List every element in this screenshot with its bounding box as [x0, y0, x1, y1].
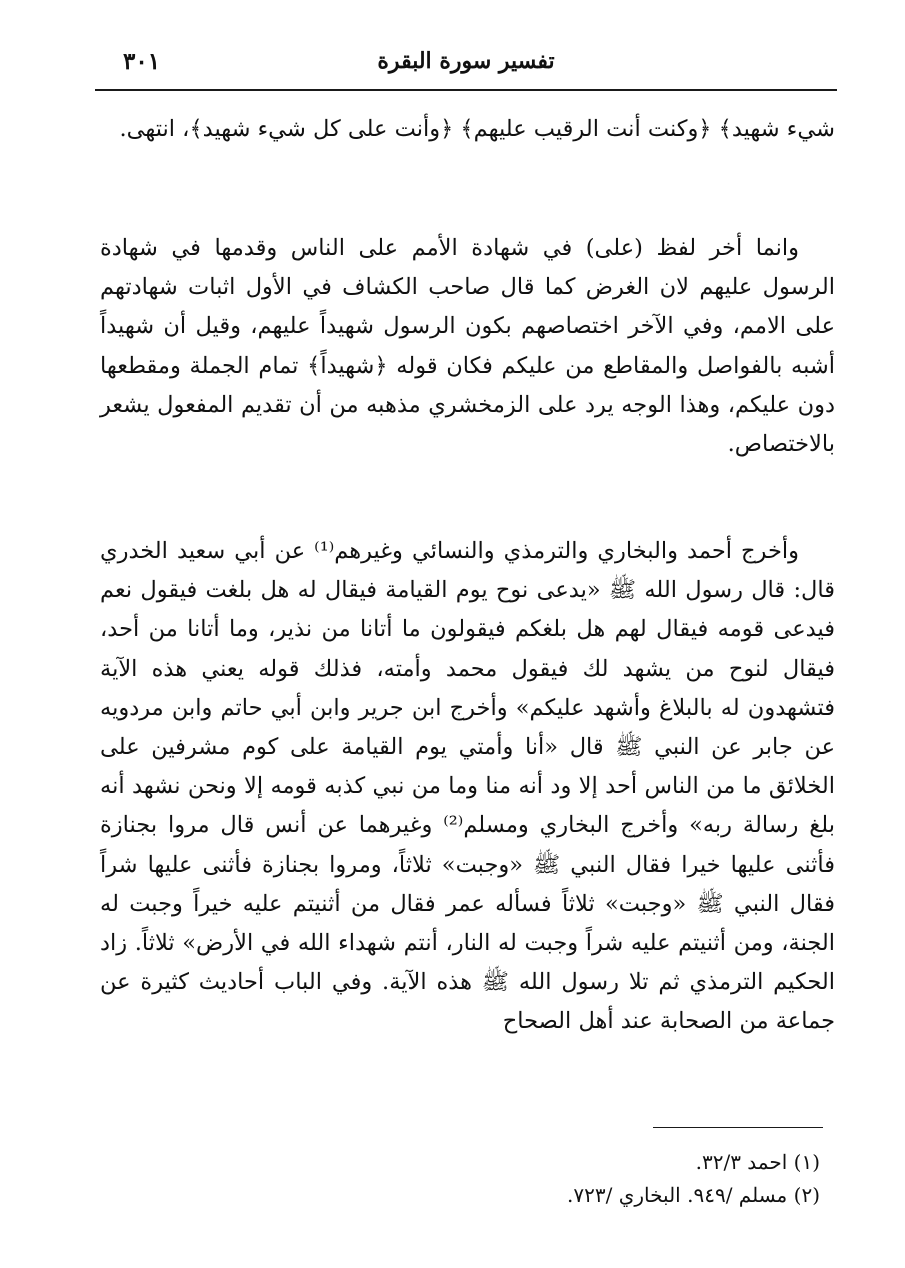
page-number: ٣٠١	[123, 48, 161, 75]
paragraph-text: شيء شهيد﴾ ﴿وكنت أنت الرقيب عليهم﴾ ﴿وأنت على كل شيء شهيد﴾، انتهى.	[119, 116, 835, 142]
paragraph-text: وانما أخر لفظ (على) في شهادة الأمم على الناس وقدمها في شهادة الرسول عليهم لان الغرض كما قال صاحب الكشاف في الأول اثبات شهادتهم على الامم، وفي الآخر اختصاصهم بكون الرسول شهيداً عليهم، وقيل أن شهيداً أشبه بالفواصل والمقاطع من عليكم فكان قوله ﴿شهيداً﴾ تمام الجملة ومقطعها دون عليكم، وهذا الوجه يرد على الزمخشري مذهبه من أن تقديم المفعول يشعر بالاختصاص.	[100, 235, 835, 458]
paragraph-text: وأخرج أحمد والبخاري والترمذي والنسائي وغيرهم⁽¹⁾ عن أبي سعيد الخدري قال: قال رسول الله ﷺ «يدعى نوح يوم القيامة فيقال له هل بلغت فيقول نعم فيدعى قومه فيقال لهم هل بلغكم فيقولون ما أتانا من نذير، وما أتانا من أحد، فيقال لنوح من يشهد لك فيقول محمد وأمته، فذلك قوله يعني هذه الآية فتشهدون له بالبلاغ وأشهد عليكم» وأخرج ابن جرير وابن أبي حاتم وابن مردويه عن جابر عن النبي ﷺ قال «أنا وأمتي يوم القيامة على كوم مشرفين على الخلائق ما من الناس أحد إلا ود أنه منا وما من نبي كذبه قومه إلا ونحن نشهد أنه بلغ رسالة ربه» وأخرج البخاري ومسلم⁽²⁾ وغيرهما عن أنس قال مروا بجنازة فأثنى عليها خيرا فقال النبي ﷺ «وجبت» ثلاثاً، ومروا بجنازة فأثنى عليها شراً فقال النبي ﷺ «وجبت» ثلاثاً فسأله عمر فقال من أثنيتم عليه خيراً وجبت له الجنة، ومن أثنيتم عليه شراً وجبت له النار، أنتم شهداء الله في الأرض» ثلاثاً. زاد الحكيم الترمذي ثم تلا رسول الله ﷺ هذه الآية. وفي الباب أحاديث كثيرة عن جماعة من الصحابة عند أهل الصحاح	[100, 538, 835, 1035]
running-header	[95, 44, 837, 84]
footnote-1: (١) احمد ٣٢/٣.	[695, 1150, 820, 1174]
header-divider	[95, 89, 837, 91]
footnotes	[400, 1146, 820, 1212]
footnote-divider	[653, 1127, 823, 1128]
chapter-title: تفسير سورة البقرة	[377, 48, 555, 74]
footnote-2: (٢) مسلم /٩٤٩. البخاري /٧٢٣.	[567, 1183, 820, 1207]
paragraph-3	[100, 532, 835, 1042]
paragraph-2	[100, 229, 835, 464]
paragraph-1	[100, 110, 835, 149]
